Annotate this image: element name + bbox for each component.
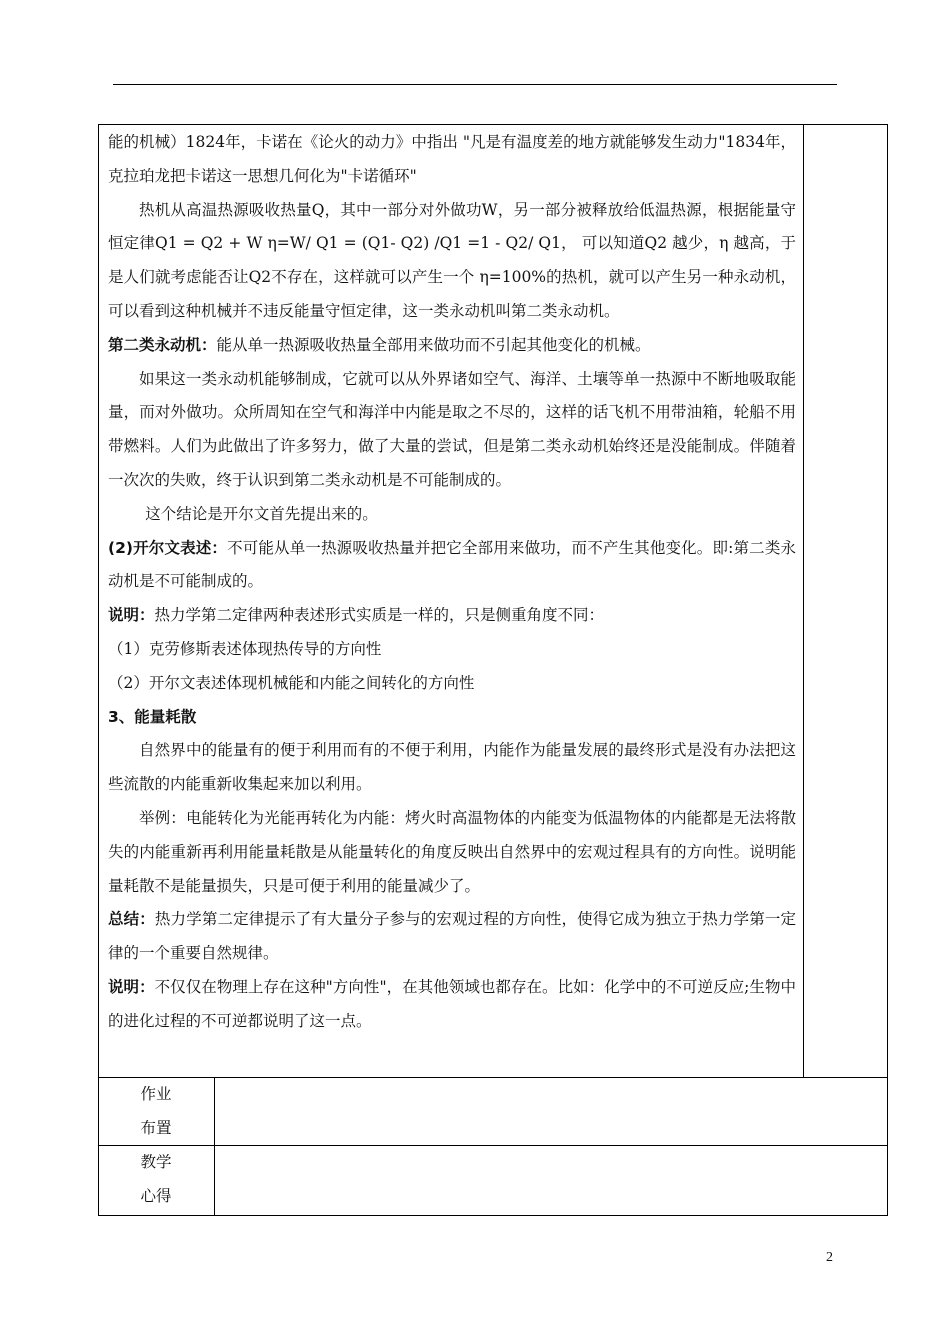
section-heading-energy-dissipation: 3、能量耗散 [108, 707, 197, 726]
paragraph-carnot: 能的机械）1824年，卡诺在《论火的动力》中指出 "凡是有温度差的地方就能够发生动力"1834年，克拉珀龙把卡诺这一思想几何化为"卡诺循环" [108, 133, 796, 185]
paragraph-dissipation: 自然界中的能量有的便于利用而有的不便于利用，内能作为能量发展的最终形式是没有办法把这些流散的内能重新收集起来加以利用。 [108, 741, 796, 794]
lesson-content [108, 126, 796, 1039]
paragraph-note-direction: 说明：不仅仅在物理上存在这种"方向性"，在其他领域也都存在。比如：化学中的不可逆反应;生物中的进化过程的不可逆都说明了这一点。 [108, 977, 796, 1030]
paragraph-conclusion-origin: 这个结论是开尔文首先提出来的。 [145, 504, 378, 523]
term-label: (2)开尔文表述： [108, 538, 228, 557]
paragraph-second-kind-definition: 第二类永动机：能从单一热源吸收热量全部用来做功而不引起其他变化的机械。 [108, 335, 651, 354]
homework-label: 作业 布置 [140, 1085, 172, 1137]
paragraph-heat-engine: 热机从高温热源吸收热量Q，其中一部分对外做功W，另一部分被释放给低温热源，根据能量守恒定律Q1 = Q2 + W η=W/ Q1 = (Q1- Q2) /Q1 =1 - Q2/ Q1， 可以知道Q2 越少，η 越高，于是人们就考虑能否让Q2不存在，这样就可以产生一个 η=100%的热机，就可以产生另一种永动机，可以看到这种机械并不违反能量守恒定律，这一类永动机叫第二类永动机。 [108, 200, 796, 320]
table-column-divider-right [803, 124, 804, 1077]
paragraph-summary: 总结：热力学第二定律提示了有大量分子参与的宏观过程的方向性，使得它成为独立于热力学第一定律的一个重要自然规律。 [108, 910, 796, 963]
paragraph-example: 举例：电能转化为光能再转化为内能：烤火时高温物体的内能变为低温物体的内能都是无法将散失的内能重新再利用能量耗散是从能量转化的角度反映出自然界中的宏观过程具有的方向性。说明能量耗散不是能量损失，只是可便于利用的能量减少了。 [108, 808, 796, 895]
paragraph-kelvin-statement: (2)开尔文表述：不可能从单一热源吸收热量并把它全部用来做功，而不产生其他变化。即:第二类永动机是不可能制成的。 [108, 538, 796, 591]
reflection-label: 教学 心得 [140, 1153, 172, 1205]
list-item-clausius: （1）克劳修斯表述体现热传导的方向性 [108, 639, 382, 658]
term-label: 总结： [108, 910, 155, 929]
page-number: 2 [826, 1250, 833, 1265]
paragraph-second-kind-attempts: 如果这一类永动机能够制成，它就可以从外界诸如空气、海洋、土壤等单一热源中不断地吸取能量，而对外做功。众所周知在空气和海洋中内能是取之不尽的，这样的话飞机不用带油箱，轮船不用带燃料。人们为此做出了许多努力，做了大量的尝试，但是第二类永动机始终还是没能制成。伴随着一次次的失败，终于认识到第二类永动机是不可能制成的。 [108, 369, 796, 489]
paragraph-note-equivalence: 说明：热力学第二定律两种表述形式实质是一样的，只是侧重角度不同： [108, 606, 605, 625]
table-row-divider-2 [98, 1145, 888, 1146]
term-label: 第二类永动机： [108, 335, 217, 354]
term-label: 说明： [108, 606, 155, 625]
table-row-divider-1 [98, 1077, 888, 1078]
table-column-divider-label [214, 1077, 215, 1216]
term-label: 说明： [108, 977, 155, 996]
header-rule [113, 84, 837, 85]
list-item-kelvin: （2）开尔文表述体现机械能和内能之间转化的方向性 [108, 673, 475, 692]
